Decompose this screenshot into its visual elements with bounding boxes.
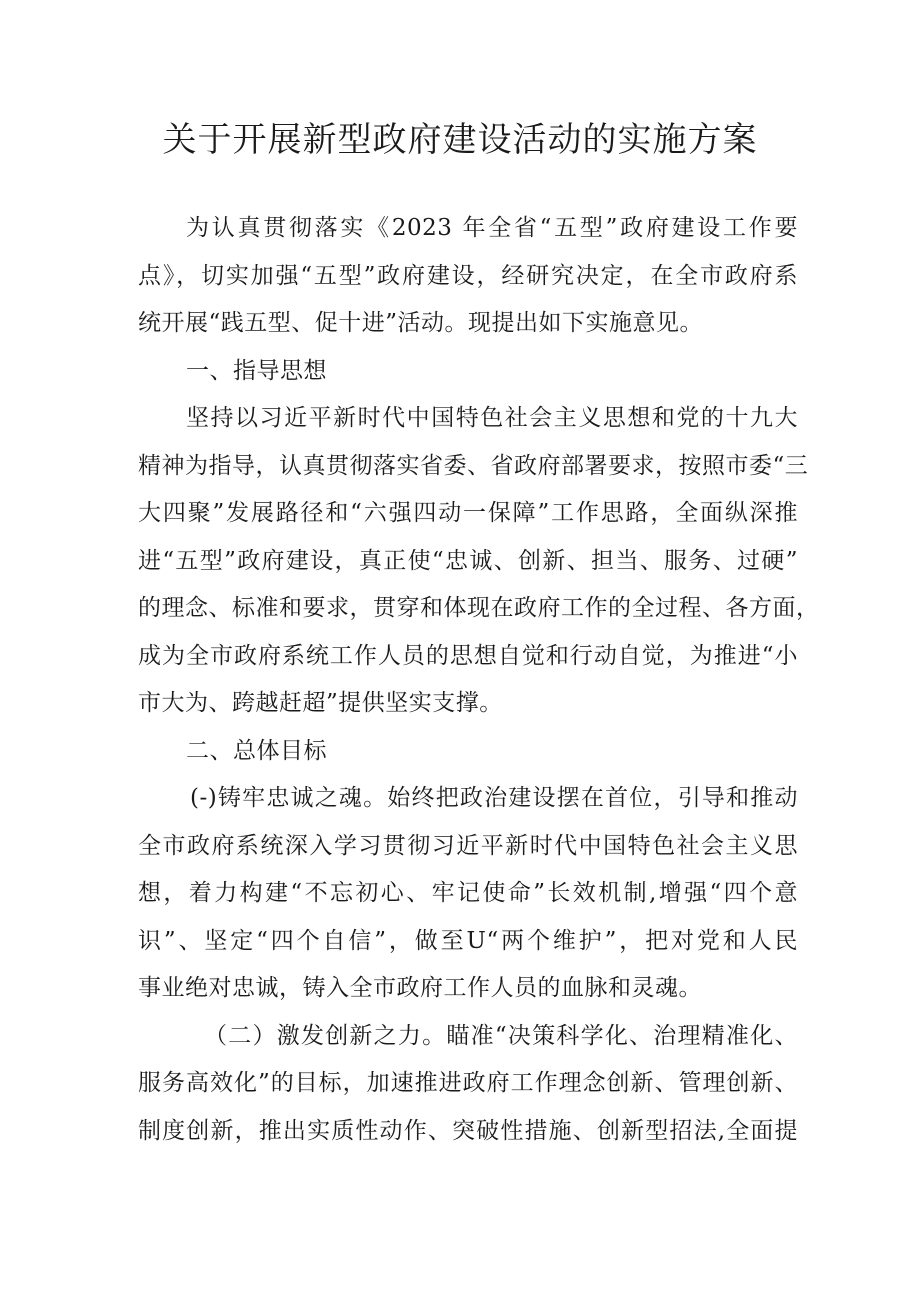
paragraph-line: （二）激发创新之力。瞄准“决策科学化、治理精准化、 [204, 1022, 798, 1049]
paragraph-line: 为认真贯彻落实《2023 年全省“五型”政府建设工作要 [186, 215, 798, 241]
paragraph-line: 的理念、标准和要求，贯穿和体现在政府工作的全过程、各方面， [138, 595, 820, 621]
section-heading: 二、总体目标 [186, 737, 327, 764]
document-title: 关于开展新型政府建设活动的实施方案 [162, 120, 758, 160]
document-body [138, 205, 820, 1155]
paragraph-line: 市大为、跨越赶超”提供坚实支撑。 [138, 690, 503, 716]
paragraph-line: (-)铸牢忠诚之魂。始终把政治建设摆在首位，引导和推动 [190, 785, 798, 811]
paragraph-line: 服务高效化”的目标，加速推进政府工作理念创新、管理创新、 [138, 1070, 798, 1096]
paragraph-line: 制度创新，推出实质性动作、突破性措施、创新型招法,全面提 [138, 1117, 798, 1144]
section-heading: 一、指导思想 [186, 357, 327, 384]
paragraph-line: 想，着力构建“不忘初心、牢记使命”长效机制,增强“四个意 [138, 880, 798, 906]
paragraph-line: 点》，切实加强“五型”政府建设，经研究决定，在全市政府系 [138, 262, 798, 289]
paragraph-line: 成为全市政府系统工作人员的思想自觉和行动自觉，为推进“小 [138, 642, 798, 669]
paragraph-line: 进“五型”政府建设，真正使“忠诚、创新、担当、服务、过硬” [138, 547, 798, 574]
paragraph-line: 精神为指导，认真贯彻落实省委、省政府部署要求，按照市委“三 [138, 452, 809, 479]
paragraph-line: 坚持以习近平新时代中国特色社会主义思想和党的十九大 [186, 405, 798, 431]
paragraph-line: 全市政府系统深入学习贯彻习近平新时代中国特色社会主义思 [138, 832, 798, 859]
paragraph-line: 统开展“践五型、促十进”活动。现提出如下实施意见。 [138, 310, 704, 336]
paragraph-line: 事业绝对忠诚，铸入全市政府工作人员的血脉和灵魂。 [138, 975, 702, 1001]
paragraph-line: 大四聚”发展路径和“六强四动一保障”工作思路，全面纵深推 [138, 500, 798, 526]
paragraph-line: 识”、坚定“四个自信”，做至U“两个维护”，把对党和人民 [138, 927, 798, 954]
